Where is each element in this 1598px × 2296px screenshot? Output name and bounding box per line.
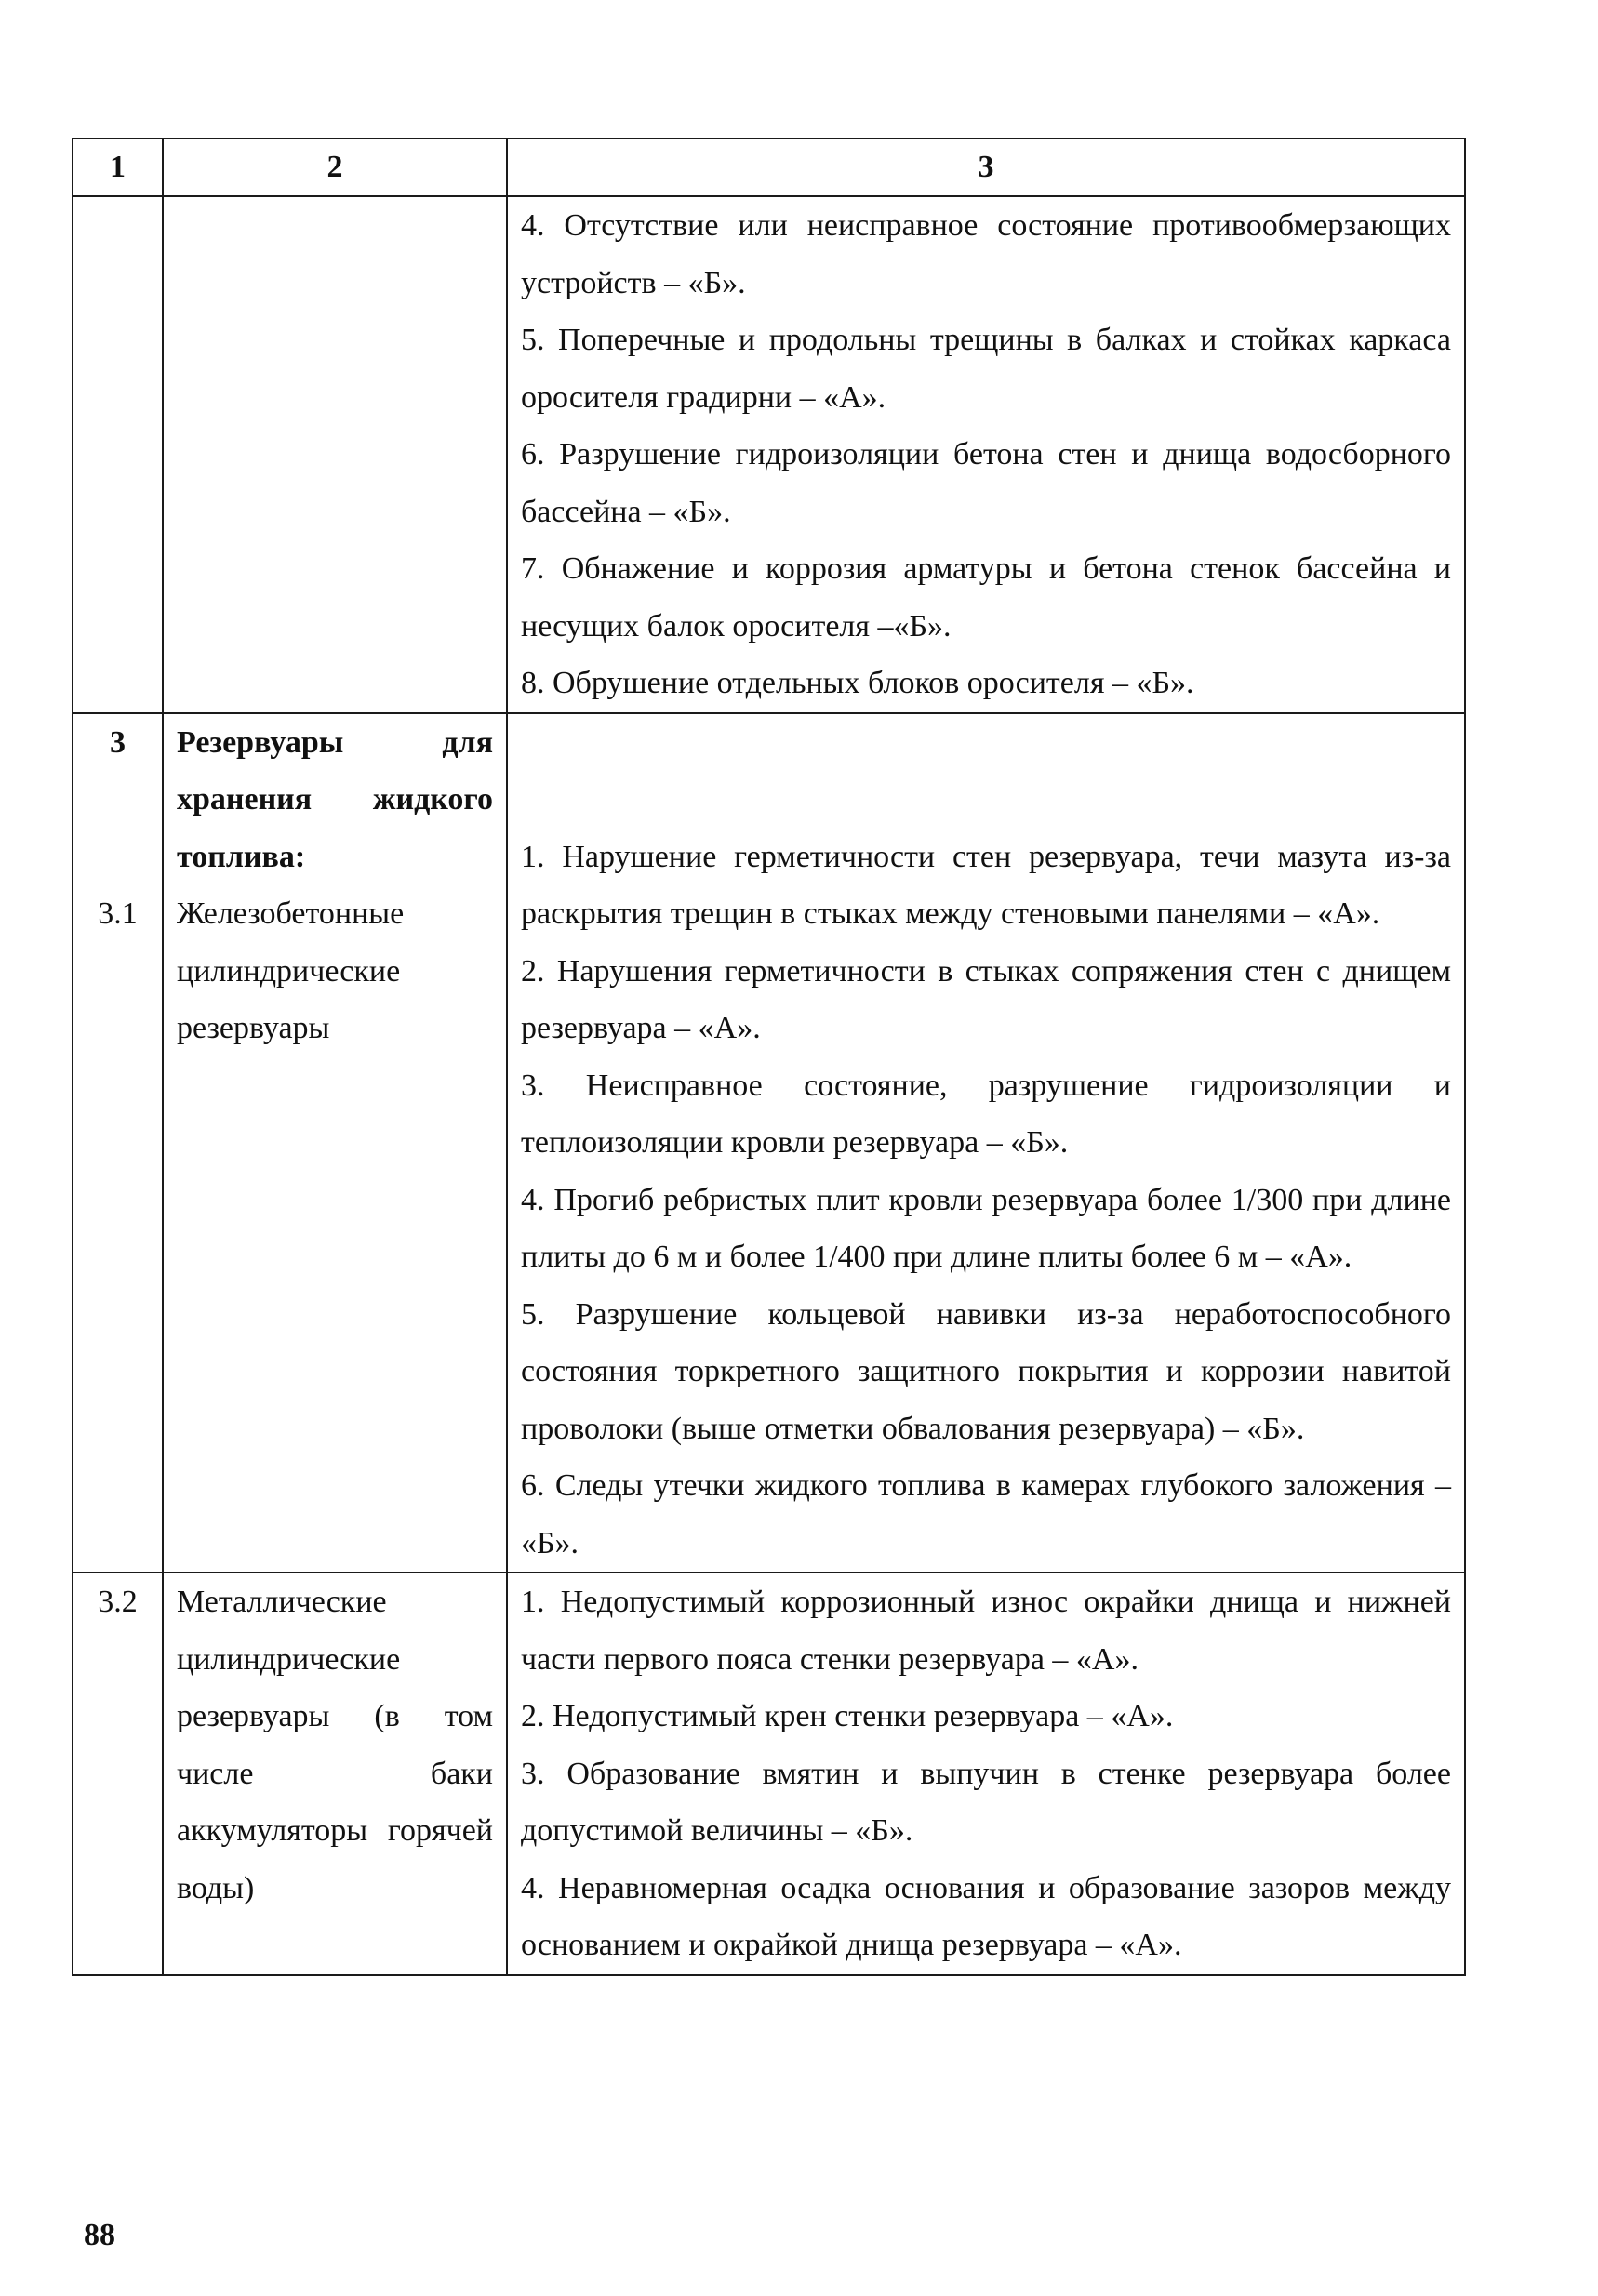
defects-cell [507,713,1465,1573]
column-header-1: 1 [73,139,163,196]
defect-item: 3. Образование вмятин и выпучин в стенке резервуара более допустимой величины – «Б». [521,1756,1451,1848]
defect-item: 2. Недопустимый крен стенки резервуара – «А». [521,1699,1174,1733]
table-header-row [73,139,1465,196]
row-number-cell [73,713,163,1573]
defect-item: 2. Нарушения герметичности в стыках сопряжения стен с днищем резервуара – «А». [521,953,1451,1045]
defect-item: 8. Обрушение отдельных блоков оросителя – «Б». [521,666,1194,700]
defect-item: 5. Поперечные и продольны трещины в балках и стойках каркаса оросителя градирни – «А». [521,323,1451,415]
subrow-number: 3.1 [98,896,138,931]
defect-item: 3. Неисправное состояние, разрушение гидроизоляции и теплоизоляции кровли резервуара – «Б». [521,1068,1451,1160]
row-name-cell [163,713,507,1573]
row-name-cell [163,196,507,713]
defects-cell [507,1573,1465,1975]
table-row-3-2 [73,1573,1465,1975]
row-number-cell [73,1573,163,1975]
defect-item: 1. Недопустимый коррозионный износ окрайки днища и нижней части первого пояса стенки резервуара – «А». [521,1585,1451,1677]
defect-item: 7. Обнажение и коррозия арматуры и бетона стенок бассейна и несущих балок оросителя –«Б». [521,551,1451,644]
row-name-cell [163,1573,507,1975]
defect-item: 6. Следы утечки жидкого топлива в камерах глубокого заложения – «Б». [521,1468,1451,1560]
row-number-cell [73,196,163,713]
table-row-continued [73,196,1465,713]
defect-item: 5. Разрушение кольцевой навивки из-за неработоспособного состояния торкретного защитного покрытия и коррозии навитой проволоки (выше отметки обвалования резервуара) – «Б». [521,1296,1451,1446]
row-number: 3.2 [98,1585,138,1619]
defect-item: 4. Неравномерная осадка основания и образование зазоров между основанием и окрайкой днища резервуара – «А». [521,1870,1451,1962]
defect-item: 4. Отсутствие или неисправное состояние противообмерзающих устройств – «Б». [521,208,1451,300]
defects-cell [507,196,1465,713]
defect-item: 6. Разрушение гидроизоляции бетона стен и днища водосборного бассейна – «Б». [521,437,1451,529]
defect-item: 4. Прогиб ребристых плит кровли резервуара более 1/300 при длине плиты до 6 м и более 1/400 при длине плиты более 6 м – «А». [521,1182,1451,1274]
row-number: 3 [110,724,126,760]
section-title: Резервуары для хранения жидкого топлива: [177,724,493,874]
column-header-3: 3 [507,139,1465,196]
subsection-title: Железобетонные цилиндрические резервуары [177,896,405,1045]
column-header-2: 2 [163,139,507,196]
defects-table [72,138,1466,1976]
page-number: 88 [84,2218,115,2252]
table-row-3 [73,713,1465,1573]
defect-item: 1. Нарушение герметичности стен резервуара, течи мазута из-за раскрытия трещин в стыках между стеновыми панелями – «А». [521,839,1451,931]
subsection-title: Металлические цилиндрические резервуары (в том числе баки аккумуляторы горячей воды) [177,1585,493,1905]
